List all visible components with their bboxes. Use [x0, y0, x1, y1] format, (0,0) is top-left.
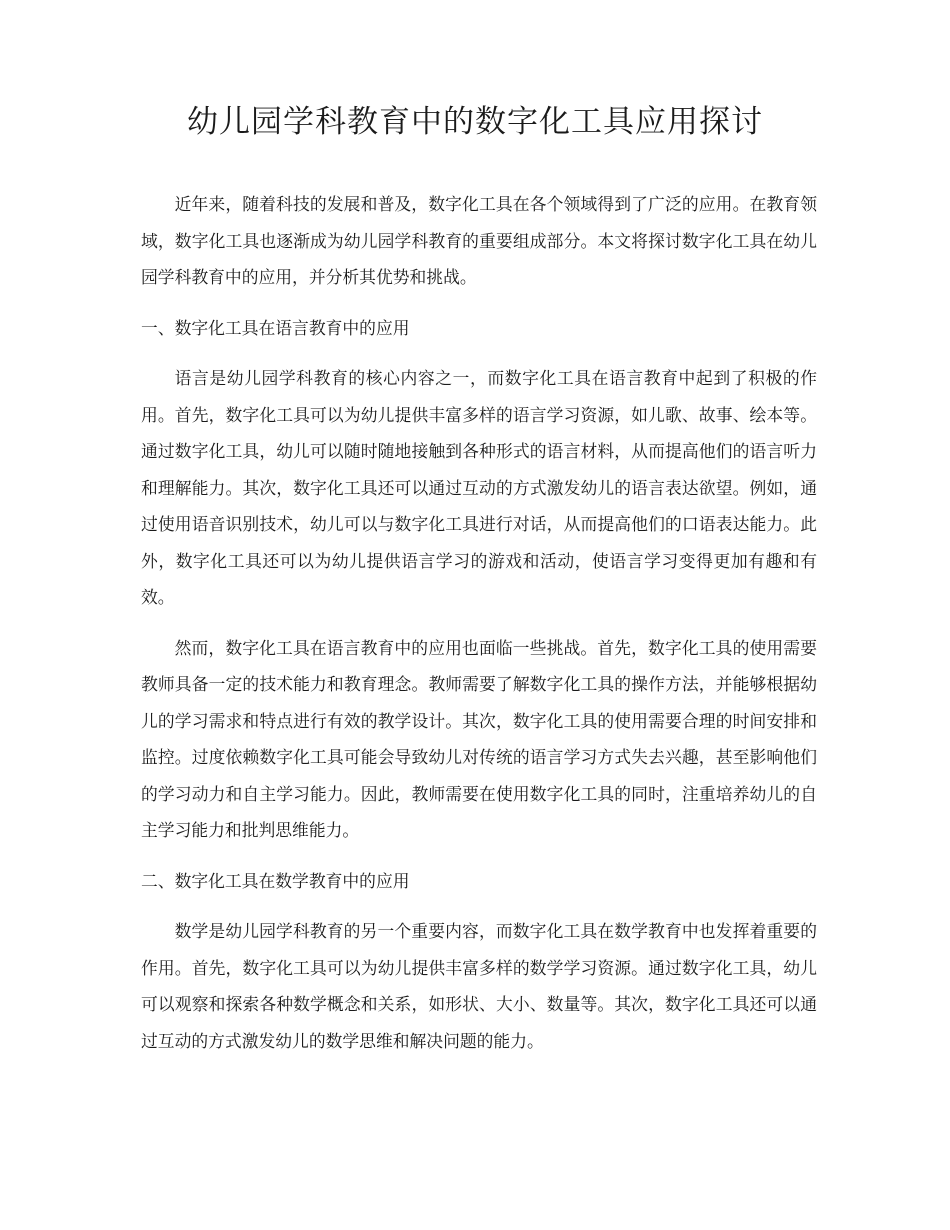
document-body [141, 186, 817, 1073]
section-heading-math: 二、数字化工具在数学教育中的应用 [141, 870, 410, 891]
intro-paragraph: 近年来，随着科技的发展和普及，数字化工具在各个领域得到了广泛的应用。在教育领域，数字化工具也逐渐成为幼儿园学科教育的重要组成部分。本文将探讨数字化工具在幼儿园学科教育中的应用，并分析其优势和挑战。 [141, 194, 817, 287]
document-title: 幼儿园学科教育中的数字化工具应用探讨 [187, 104, 763, 140]
math-paragraph-1: 数学是幼儿园学科教育的另一个重要内容，而数字化工具在数学教育中也发挥着重要的作用。首先，数字化工具可以为幼儿提供丰富多样的数学学习资源。通过数字化工具，幼儿可以观察和探索各种数学概念和关系，如形状、大小、数量等。其次，数字化工具还可以通过互动的方式激发幼儿的数学思维和解决问题的能力。 [141, 921, 817, 1051]
language-paragraph-2: 然而，数字化工具在语言教育中的应用也面临一些挑战。首先，数字化工具的使用需要教师具备一定的技术能力和教育理念。教师需要了解数字化工具的操作方法，并能够根据幼儿的学习需求和特点进行有效的教学设计。其次，数字化工具的使用需要合理的时间安排和监控。过度依赖数字化工具可能会导致幼儿对传统的语言学习方式失去兴趣，甚至影响他们的学习动力和自主学习能力。因此，教师需要在使用数字化工具的同时，注重培养幼儿的自主学习能力和批判思维能力。 [141, 637, 817, 840]
section-heading-language: 一、数字化工具在语言教育中的应用 [141, 317, 410, 338]
language-paragraph-1: 语言是幼儿园学科教育的核心内容之一，而数字化工具在语言教育中起到了积极的作用。首先，数字化工具可以为幼儿提供丰富多样的语言学习资源，如儿歌、故事、绘本等。通过数字化工具，幼儿可以随时随地接触到各种形式的语言材料，从而提高他们的语言听力和理解能力。其次，数字化工具还可以通过互动的方式激发幼儿的语言表达欲望。例如，通过使用语音识别技术，幼儿可以与数字化工具进行对话，从而提高他们的口语表达能力。此外，数字化工具还可以为幼儿提供语言学习的游戏和活动，使语言学习变得更加有趣和有效。 [141, 368, 817, 607]
